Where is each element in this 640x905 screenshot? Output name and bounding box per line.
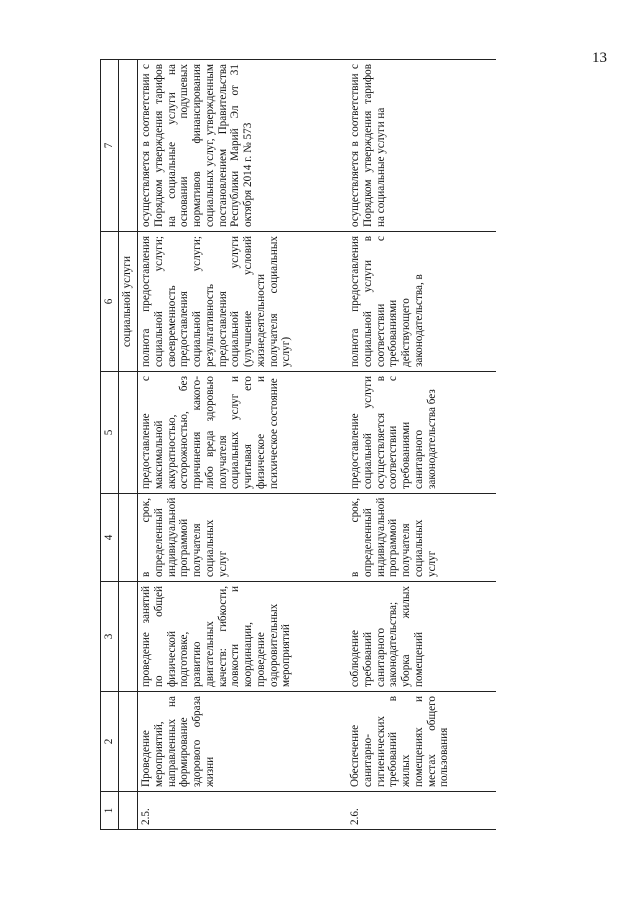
service-name: Проведение мероприятий, направленных на формирование здорового образа жизни xyxy=(138,692,348,792)
service-name: Обеспечение санитарно-гигиенических требований в жилых помещениях и местах общего пользования xyxy=(347,692,496,792)
services-table-wrapper xyxy=(100,60,530,830)
continuation-row xyxy=(119,60,138,830)
service-standard: предоставление с максимальной аккуратностью, осторожностью, без причинения какого-либо вреда здоровью получателя социальных услуг и учитывая его физическое и психическое состояние xyxy=(138,372,348,494)
column-number-row xyxy=(101,60,119,830)
page-number: 13 xyxy=(592,50,607,66)
column-number: 1 xyxy=(101,792,119,830)
service-evaluation: полнота предоставления социальной услуги в соответствии с требованиями действующего законодательства, в xyxy=(347,232,496,372)
row-number: 2.5. xyxy=(138,792,348,830)
service-term: в срок, определенный индивидуальной программой получателя социальных услуг xyxy=(347,494,496,582)
service-term: в срок, определенный индивидуальной программой получателя социальных услуг xyxy=(138,494,348,582)
column-number: 5 xyxy=(101,372,119,494)
service-content: проведение занятий по общей физической подготовке, развитию двигательных качеств: гибкости, ловкости и координации, проведение оздоровительных мероприятий xyxy=(138,582,348,692)
services-table xyxy=(100,59,496,830)
column-number: 4 xyxy=(101,494,119,582)
row-number: 2.6. xyxy=(347,792,496,830)
column-number: 6 xyxy=(101,232,119,372)
service-standard: предоставление социальной услуги осуществляется в соответствии с требованиями санитарного законодательства без xyxy=(347,372,496,494)
table-row xyxy=(138,60,348,830)
service-evaluation: полнота предоставления социальной услуги; своевременность предоставления социальной услуги; результативность предоставления социальной услуги (улучшение условий жизнедеятельности получателя социальных услуг) xyxy=(138,232,348,372)
service-cost: осуществляется в соответствии с Порядком утверждения тарифов на социальные услуги на xyxy=(347,60,496,232)
column-number: 7 xyxy=(101,60,119,232)
service-content: соблюдение требований санитарного законодательства; уборка жилых помещений xyxy=(347,582,496,692)
table-row xyxy=(347,60,496,830)
service-cost: осуществляется в соответствии с Порядком утверждения тарифов на социальные услуги на основании подушевых нормативов финансирования социальных услуг, утвержденным постановлением Правительства Республики Марий Эл от 31 октября 2014 г. № 573 xyxy=(138,60,348,232)
column-number: 2 xyxy=(101,692,119,792)
column-number: 3 xyxy=(101,582,119,692)
continuation-text: социальной услуги xyxy=(119,232,138,372)
